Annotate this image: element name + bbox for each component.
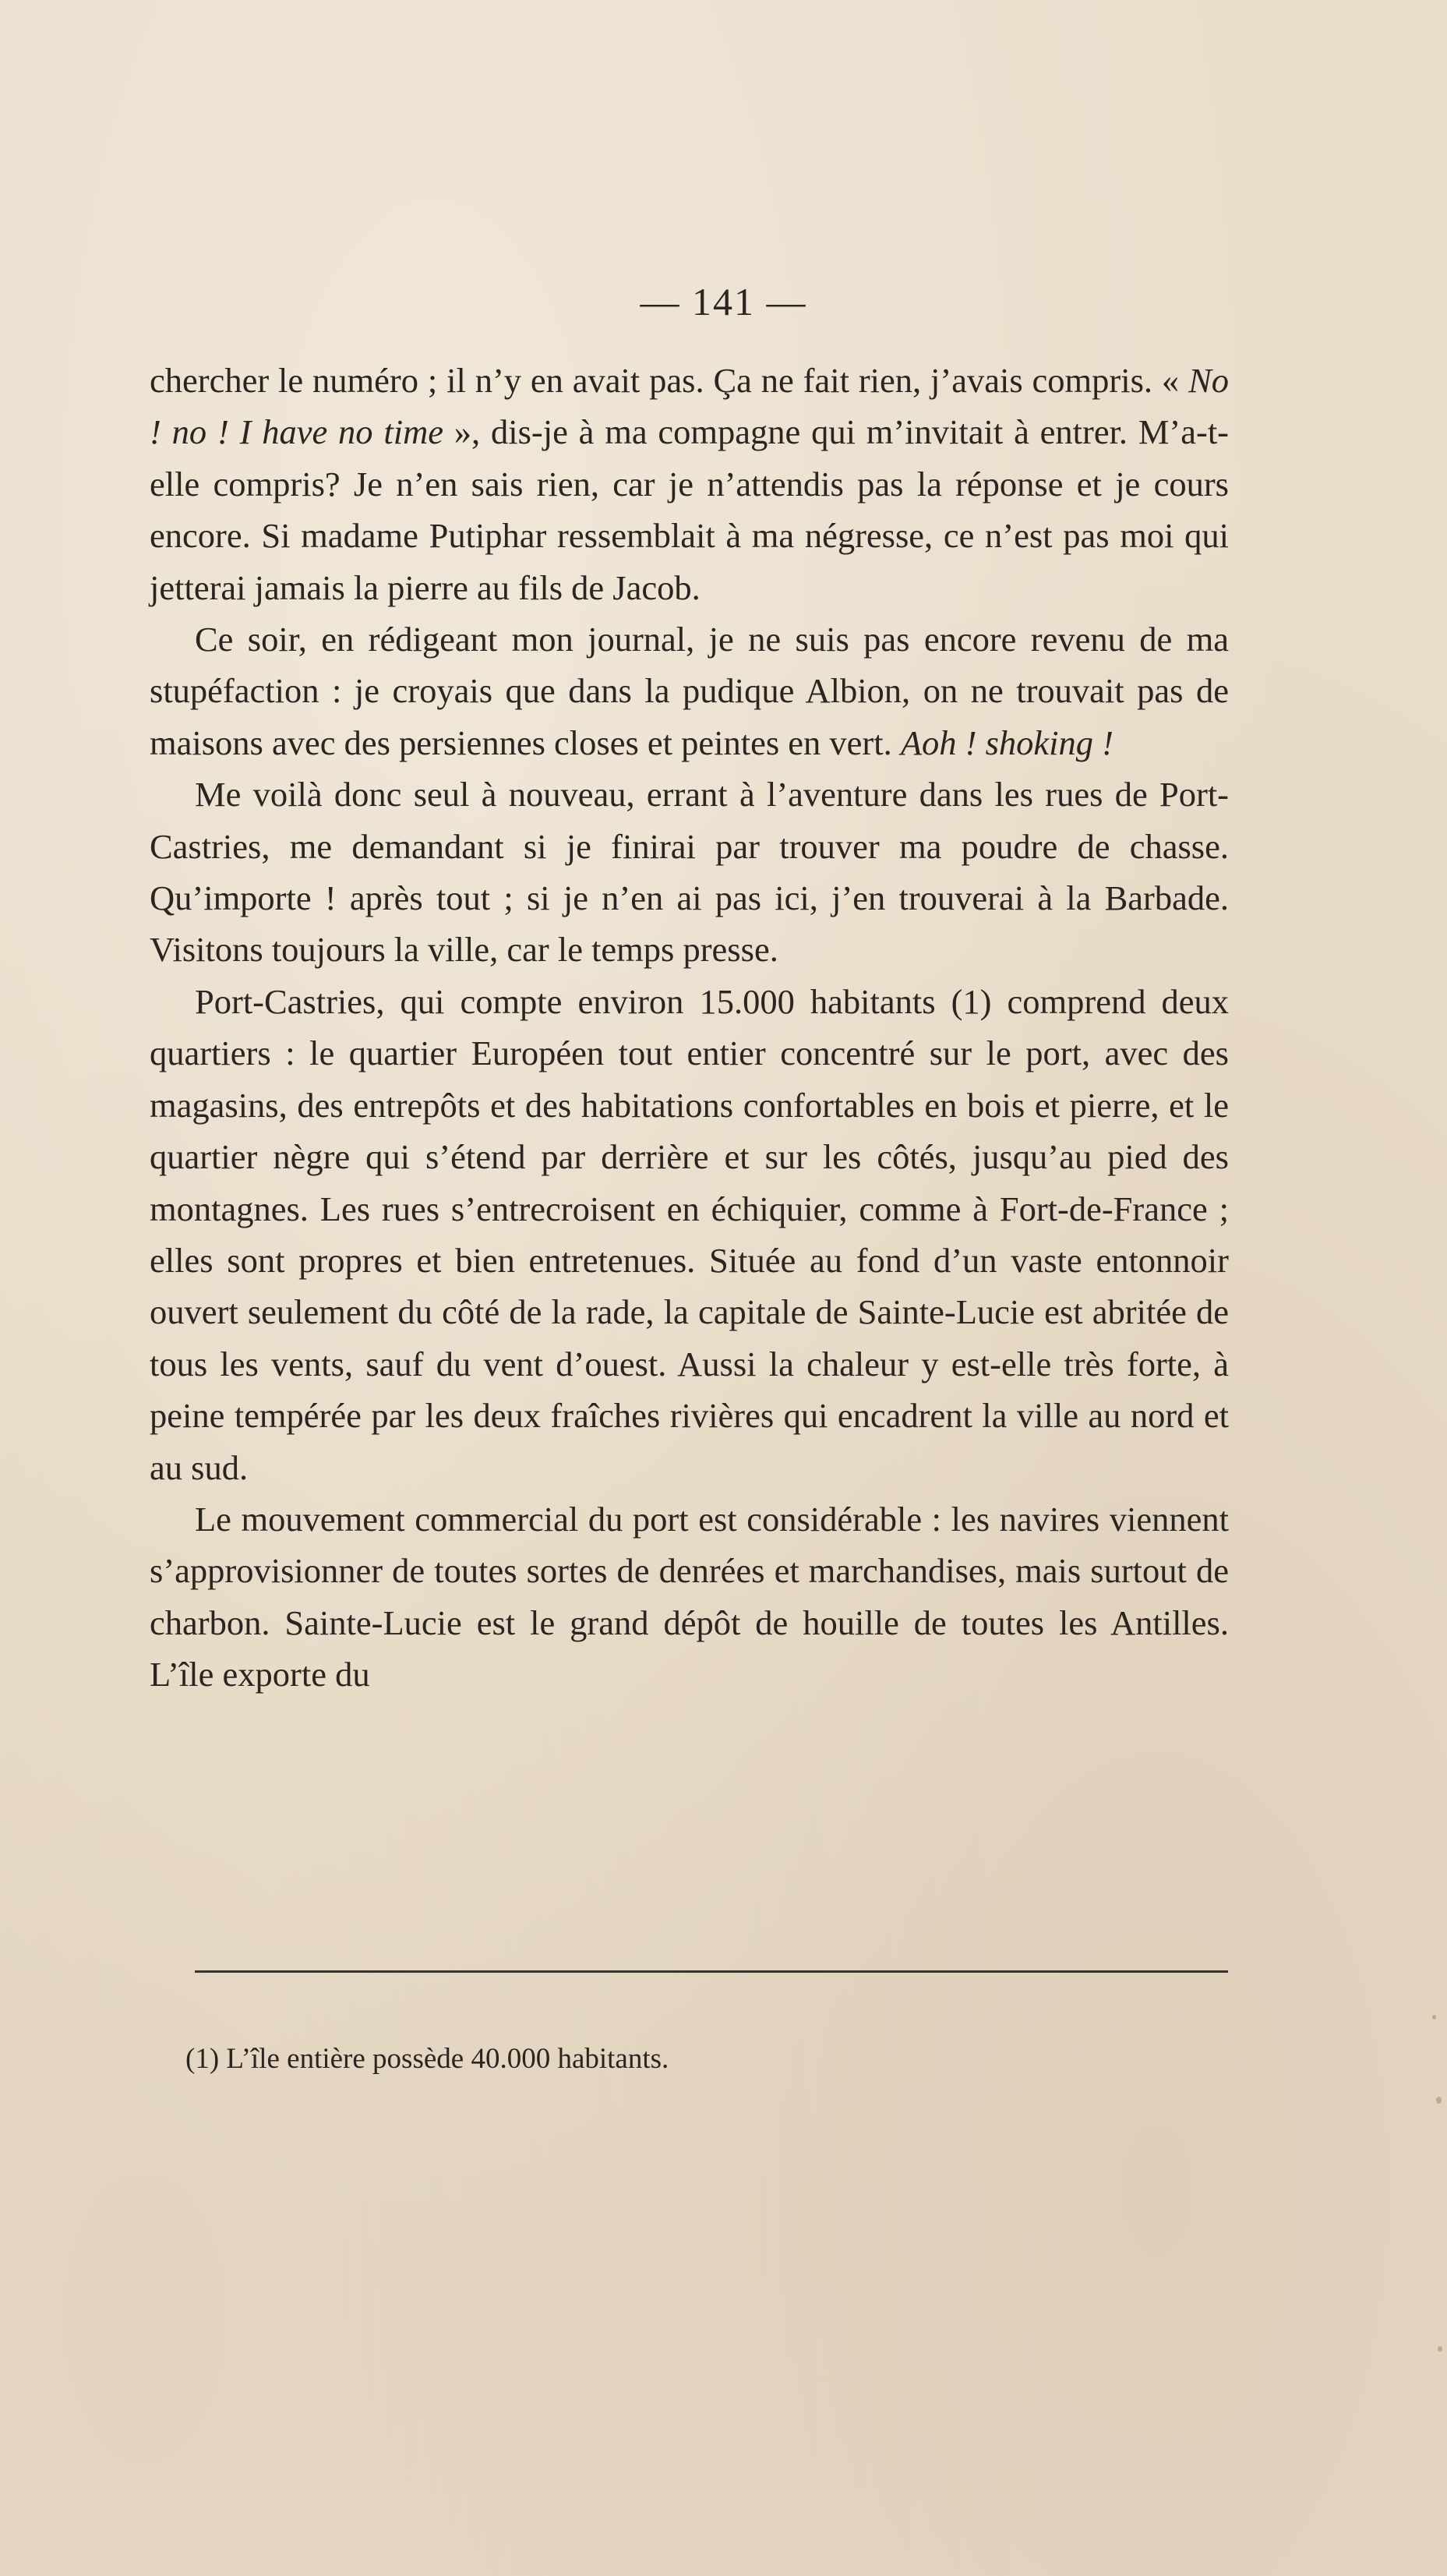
- text-run: chercher le numéro ; il n’y en avait pas. Ça ne fait rien, j’avais compris. «: [150, 361, 1189, 400]
- page-body: [150, 355, 1229, 1701]
- text-run: Le mouvement commercial du port est considérable : les navires viennent s’approvisionner de toutes sortes de denrées et marchandises, mais surtout de charbon. Sainte-Lucie est le grand dépôt de houille de toutes les Antilles. L’île exporte du: [150, 1499, 1229, 1694]
- paragraph-p1: [150, 355, 1229, 613]
- paragraph-p2: [150, 613, 1229, 769]
- paper-spot: [1436, 2097, 1442, 2104]
- text-run: Me voilà donc seul à nouveau, errant à l’aventure dans les rues de Port-Castries, me demandant si je finirai par trouver ma poudre de chasse. Qu’importe ! après tout ; si je n’en ai pas ici, j’en trouverai à la Barbade. Visitons toujours la ville, car le temps presse.: [150, 775, 1229, 970]
- paragraph-p3: [150, 769, 1229, 976]
- footnote-divider: [195, 1970, 1228, 1973]
- footnote: (1) L’île entière possède 40.000 habitants.: [185, 2043, 669, 2075]
- paper-spot: [1438, 2346, 1442, 2352]
- paper-spot: [1432, 2015, 1436, 2019]
- paragraph-p4: [150, 976, 1229, 1493]
- paragraph-p5: [150, 1493, 1229, 1701]
- text-run: Port-Castries, qui compte environ 15.000 habitants (1) comprend deux quartiers : le quartier Européen tout entier concentré sur le port, avec des magasins, des entrepôts et des habitations confortables en bois et pierre, et le quartier nègre qui s’étend par derrière et sur les côtés, jusqu’au pied des montagnes. Les rues s’entrecroisent en échiquier, comme à Fort-de-France ; elles sont propres et bien entretenues. Située au fond d’un vaste entonnoir ouvert seulement du côté de la rade, la capitale de Sainte-Lucie est abritée de tous les vents, sauf du vent d’ouest. Aussi la chaleur y est-elle très forte, à peine tempérée par les deux fraîches rivières qui encadrent la ville au nord et au sud.: [150, 981, 1229, 1487]
- italic-text: Aoh ! shoking !: [900, 723, 1113, 762]
- italic-text: No ! no ! I have no time: [150, 361, 1229, 452]
- text-run: », dis-je à ma compagne qui m’invitait à entrer. M’a-t-elle compris? Je n’en sais rien, car je n’attendis pas la réponse et je cours encore. Si madame Putiphar ressemblait à ma négresse, ce n’est pas moi qui jetterai jamais la pierre au fils de Jacob.: [150, 412, 1230, 607]
- text-run: Ce soir, en rédigeant mon journal, je ne suis pas encore revenu de ma stupéfaction : je croyais que dans la pudique Albion, on ne trouvait pas de maisons avec des persiennes closes et peintes en vert.: [150, 620, 1229, 762]
- page-number: — 141 —: [640, 280, 807, 323]
